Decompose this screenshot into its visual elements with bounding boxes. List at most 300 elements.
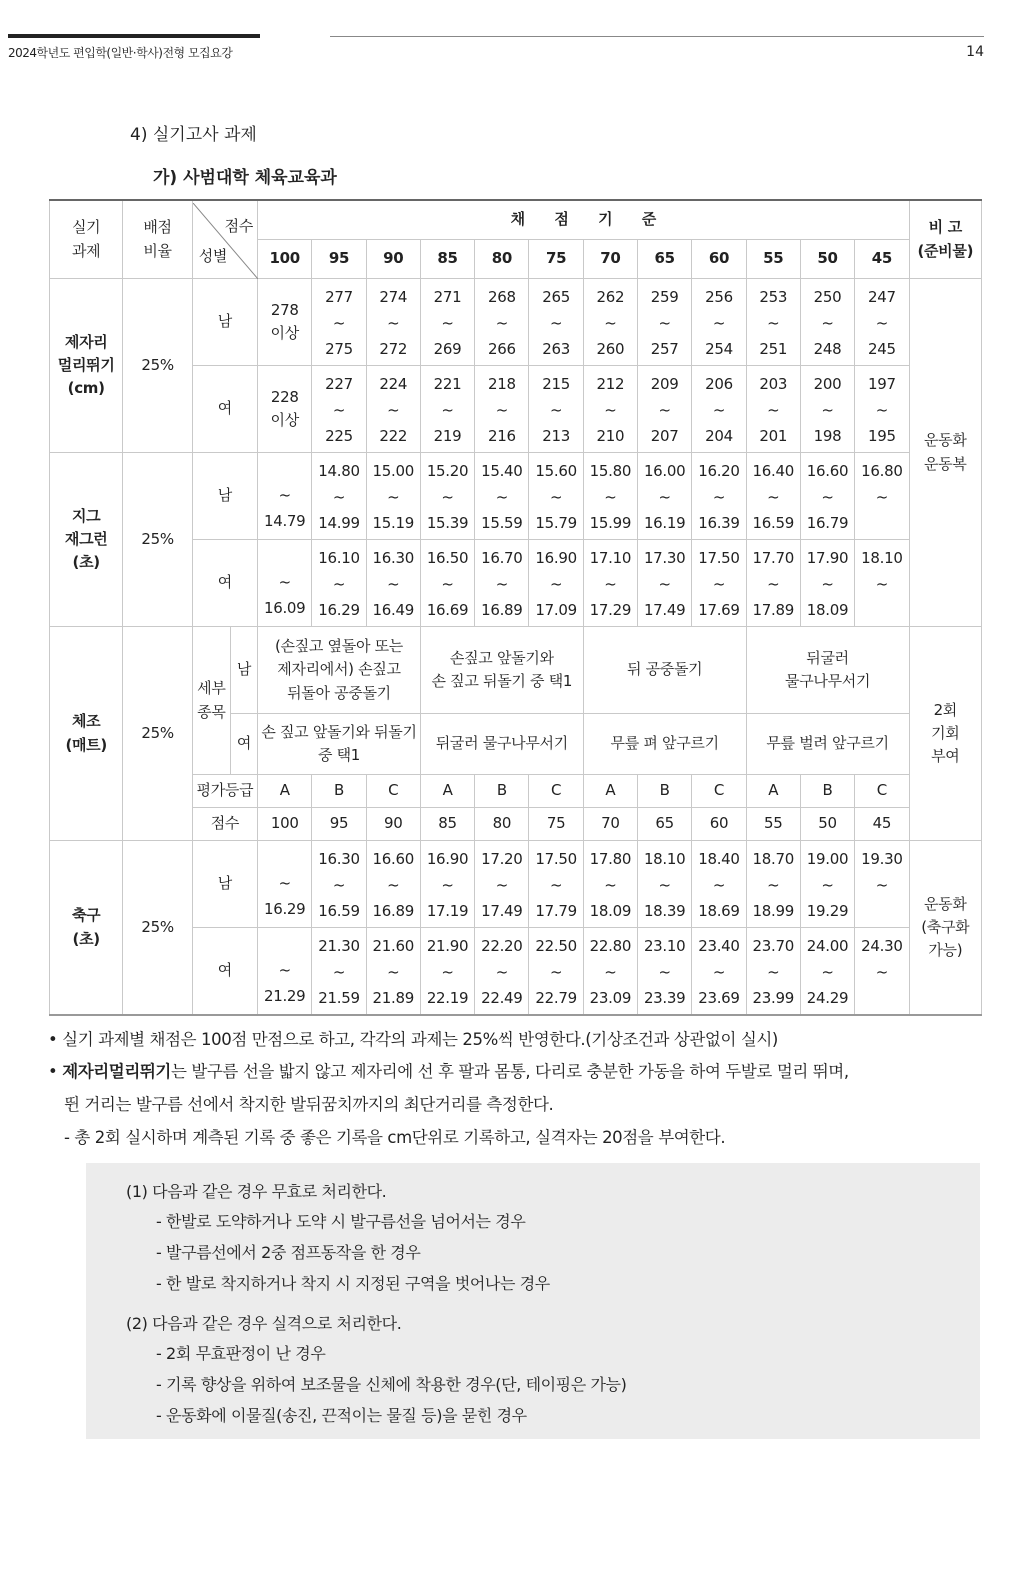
- range-part: 271: [433, 288, 462, 306]
- task-soccer-lines: [50, 904, 122, 951]
- range-part: 18.09: [589, 902, 632, 920]
- range-part: ~: [712, 575, 726, 593]
- range-part: ~: [712, 963, 726, 981]
- range-part: 213: [542, 427, 570, 445]
- col-note-line: 비 고: [928, 218, 962, 237]
- col-task-line: 실기: [71, 218, 101, 237]
- range-part: ~: [875, 575, 888, 593]
- range-cell: [312, 928, 366, 1016]
- gender-female: 여: [192, 366, 257, 453]
- range-part: 15.59: [481, 514, 523, 532]
- range-part: 17.69: [698, 601, 740, 619]
- score-cell: 85: [420, 808, 474, 841]
- range-value: [367, 282, 420, 362]
- range-part: [258, 458, 311, 482]
- range-part: 21.89: [372, 989, 414, 1007]
- grade-cell: B: [312, 775, 366, 808]
- range-value: [367, 369, 420, 449]
- range-cell: [855, 841, 909, 928]
- invalid-heading: (1) 다음과 같은 경우 무효로 처리한다.: [126, 1182, 387, 1201]
- range-value: [475, 369, 528, 449]
- range-part: 21.30: [318, 937, 360, 955]
- range-part: ~: [604, 575, 617, 593]
- task-gymnastics-line: 체조: [71, 712, 101, 731]
- gym-female-item: [420, 714, 583, 775]
- score-cell: 70: [583, 808, 637, 841]
- range-part: 16.90: [426, 850, 469, 868]
- range-value: [801, 543, 854, 623]
- range-part: 21.29: [263, 987, 306, 1005]
- range-part: 195: [867, 427, 896, 445]
- grade-cell: C: [855, 775, 909, 808]
- gym-male-item-lines: [584, 658, 746, 681]
- gym-male-item-line: 뒤 공중돌기: [626, 660, 703, 679]
- range-part: 22.19: [426, 989, 469, 1007]
- range-value: [367, 543, 420, 623]
- gender-male: 남: [192, 453, 257, 540]
- range-value: [638, 543, 691, 623]
- range-value: [529, 456, 582, 536]
- range-cell: [800, 453, 854, 540]
- range-part: 16.00: [643, 462, 686, 480]
- gender-female: 여: [192, 540, 257, 627]
- ratio-soccer: 25%: [123, 841, 192, 1016]
- grade-cell: C: [366, 775, 420, 808]
- ratio-long-jump: 25%: [123, 279, 192, 453]
- range-value: [529, 543, 582, 623]
- gym-female-item-lines: [421, 732, 583, 755]
- note-soccer: [909, 841, 981, 1016]
- range-part: 21.60: [372, 937, 414, 955]
- detail-label: [192, 627, 230, 775]
- task-soccer: [50, 841, 123, 1016]
- range-cell: [475, 928, 529, 1016]
- range-part: 265: [542, 288, 570, 306]
- gym-male-item-lines: [747, 647, 909, 694]
- range-cell: [258, 540, 312, 627]
- range-part: 269: [433, 340, 462, 358]
- range-value: [747, 282, 800, 362]
- range-value: [747, 543, 800, 623]
- gym-female-item-lines: [258, 721, 420, 768]
- range-part: 16.60: [372, 850, 414, 868]
- range-part: 221: [433, 375, 462, 393]
- range-part: 17.30: [643, 549, 686, 567]
- task-soccer-line: (초): [72, 929, 100, 948]
- range-part: ~: [712, 488, 726, 506]
- range-cell: [312, 841, 366, 928]
- range-part: 23.10: [643, 937, 686, 955]
- header-rule-thin: [330, 36, 984, 37]
- range-part: 259: [650, 288, 679, 306]
- range-part: 224: [379, 375, 408, 393]
- score-header: 100: [258, 240, 312, 279]
- task-soccer-line: 축구: [71, 906, 101, 925]
- range-value: [529, 369, 582, 449]
- score-cell: 50: [800, 808, 854, 841]
- range-part: 209: [650, 375, 679, 393]
- range-cell: [692, 279, 746, 366]
- range-part: 200: [813, 375, 842, 393]
- range-part: 17.89: [752, 601, 794, 619]
- range-part: 22.80: [589, 937, 632, 955]
- range-value: [692, 844, 745, 924]
- range-value: [801, 369, 854, 449]
- range-part: 275: [325, 340, 353, 358]
- range-part: 17.90: [806, 549, 849, 567]
- gym-female-item-line: 중 택1: [317, 746, 361, 764]
- range-part: 21.90: [426, 937, 469, 955]
- score-cell: 55: [746, 808, 800, 841]
- range-value: [747, 844, 800, 924]
- range-cell: [475, 540, 529, 627]
- gym-male-item-lines: [421, 647, 583, 694]
- range-value: [529, 282, 582, 362]
- gym-female-item: [258, 714, 421, 775]
- header-rule-thick: [8, 34, 260, 38]
- range-value: [855, 369, 908, 449]
- range-cell: [420, 928, 474, 1016]
- first-value-lines: [258, 386, 311, 433]
- range-part: 16.59: [752, 514, 794, 532]
- range-part: ~: [658, 488, 671, 506]
- grade-label: 평가등급: [192, 775, 257, 808]
- range-cell: [638, 540, 692, 627]
- range-value: [584, 931, 637, 1011]
- range-part: 16.20: [698, 462, 740, 480]
- score-header: 95: [312, 240, 366, 279]
- range-cell: [746, 279, 800, 366]
- range-part: 24.29: [806, 989, 849, 1007]
- range-part: 23.70: [752, 937, 794, 955]
- range-value: [367, 844, 420, 924]
- range-part: ~: [821, 401, 834, 419]
- gender-female: 여: [192, 928, 257, 1016]
- range-cell: [855, 279, 909, 366]
- grade-cell: A: [258, 775, 312, 808]
- range-value: [692, 543, 745, 623]
- range-cell: [638, 928, 692, 1016]
- range-cell: [366, 453, 420, 540]
- range-part: 15.79: [535, 514, 577, 532]
- range-part: ~: [875, 488, 888, 506]
- range-part: 16.59: [318, 902, 360, 920]
- range-part: ~: [767, 575, 780, 593]
- range-part: ~: [549, 963, 563, 981]
- gym-female-item-lines: [747, 732, 909, 755]
- range-cell: [258, 453, 312, 540]
- range-part: [855, 597, 908, 621]
- range-cell: [638, 453, 692, 540]
- gym-female-item-lines: [584, 732, 746, 755]
- scoring-table: [49, 199, 982, 1016]
- score-header: 65: [638, 240, 692, 279]
- range-part: 204: [705, 427, 733, 445]
- gym-female-item-line: 손 짚고 앞돌기와 뒤돌기: [261, 722, 417, 741]
- table-row: [50, 279, 982, 366]
- range-cell: [692, 841, 746, 928]
- range-value: [747, 456, 800, 536]
- gym-female-item-line: 무릎 펴 앞구르기: [610, 734, 719, 753]
- range-part: ~: [767, 401, 780, 419]
- range-part: 247: [867, 288, 896, 306]
- range-part: ~: [332, 876, 346, 894]
- note-bullet-1: • 실기 과제별 채점은 100점 만점으로 하고, 각각의 과제는 25%씩 반영한다.(기상조건과 상관없이 실시): [48, 1030, 778, 1049]
- range-cell: [420, 279, 474, 366]
- range-part: ~: [875, 963, 888, 981]
- range-value: [421, 369, 474, 449]
- range-part: ~: [332, 488, 346, 506]
- range-part: 212: [596, 375, 625, 393]
- task-long-jump-line: (cm): [67, 379, 105, 398]
- range-part: [258, 846, 311, 870]
- range-cell: [366, 279, 420, 366]
- range-part: ~: [387, 876, 400, 894]
- range-cell: [258, 928, 312, 1016]
- range-part: 198: [813, 427, 842, 445]
- gym-male-item-line: 물구나무서기: [785, 672, 871, 690]
- range-cell: [475, 453, 529, 540]
- header-score: 점수: [224, 216, 254, 235]
- task-long-jump-line: 멀리뛰기: [57, 355, 115, 374]
- range-part: 16.69: [426, 601, 469, 619]
- range-part: ~: [604, 488, 617, 506]
- range-part: ~: [712, 876, 726, 894]
- range-part: 277: [325, 288, 353, 306]
- col-ratio-line: 비율: [143, 241, 172, 260]
- header-title: 2024학년도 편입학(일반·학사)전형 모집요강: [8, 46, 233, 60]
- range-value: [692, 369, 745, 449]
- range-part: ~: [821, 876, 834, 894]
- grade-cell: B: [475, 775, 529, 808]
- range-cell: [420, 366, 474, 453]
- col-criteria: 채 점 기 준: [258, 200, 910, 240]
- range-part: 15.19: [372, 514, 414, 532]
- range-cell: [475, 366, 529, 453]
- first-value-line: 278: [270, 300, 299, 319]
- range-part: ~: [387, 401, 400, 419]
- range-part: ~: [767, 963, 780, 981]
- range-part: 15.20: [426, 462, 469, 480]
- range-part: ~: [658, 401, 671, 419]
- range-cell: [420, 453, 474, 540]
- first-value-line: 이상: [270, 411, 299, 429]
- range-part: 17.19: [426, 902, 469, 920]
- gym-male-item-lines: [258, 635, 420, 705]
- range-part: ~: [441, 575, 454, 593]
- range-value: [638, 456, 691, 536]
- range-part: [258, 545, 311, 569]
- score-cell: 95: [312, 808, 366, 841]
- range-cell: [746, 366, 800, 453]
- range-part: 15.40: [481, 462, 523, 480]
- score-cell: 45: [855, 808, 909, 841]
- range-part: 23.40: [698, 937, 740, 955]
- table-row: [50, 200, 982, 240]
- range-cell: [583, 366, 637, 453]
- note-soccer-line: 가능): [928, 941, 963, 960]
- range-part: ~: [875, 314, 888, 332]
- range-part: 274: [379, 288, 408, 306]
- range-part: 250: [813, 288, 842, 306]
- range-part: ~: [332, 963, 346, 981]
- note-dash-1: - 총 2회 실시하며 계측된 기록 중 좋은 기록을 cm단위로 기록하고, 실격자는 20점을 부여한다.: [64, 1128, 726, 1147]
- range-cell: [312, 540, 366, 627]
- range-part: 17.20: [481, 850, 523, 868]
- range-part: 17.49: [643, 601, 686, 619]
- range-part: 15.60: [535, 462, 577, 480]
- range-cell: [855, 453, 909, 540]
- score-cell: 100: [258, 808, 312, 841]
- range-cell: [312, 366, 366, 453]
- range-part: ~: [441, 401, 454, 419]
- range-part: 23.39: [643, 989, 686, 1007]
- diagonal-header: [193, 203, 257, 277]
- range-part: ~: [658, 575, 671, 593]
- range-value: [312, 543, 365, 623]
- range-value: [258, 456, 311, 536]
- range-part: 15.80: [589, 462, 632, 480]
- range-part: ~: [332, 314, 346, 332]
- note-bullet-2-bold: 제자리멀리뛰기: [62, 1062, 171, 1081]
- range-cell: [475, 279, 529, 366]
- range-part: ~: [767, 488, 780, 506]
- range-part: ~: [495, 488, 508, 506]
- range-part: ~: [658, 876, 671, 894]
- range-value: [529, 931, 582, 1011]
- range-value: [692, 456, 745, 536]
- range-value: [475, 543, 528, 623]
- grade-cell: A: [746, 775, 800, 808]
- table-row: [50, 841, 982, 928]
- range-part: ~: [495, 401, 508, 419]
- note-gymnastics-line: 2회: [933, 700, 957, 719]
- range-value: [421, 543, 474, 623]
- task-zigzag-line: (초): [72, 553, 100, 572]
- range-part: ~: [441, 488, 454, 506]
- range-part: ~: [712, 401, 726, 419]
- range-part: 218: [487, 375, 516, 393]
- first-value-line: 이상: [270, 324, 299, 342]
- range-cell: [692, 453, 746, 540]
- note-soccer-line: (축구화: [921, 917, 970, 936]
- note-bullet-2-line2: 뛴 거리는 발구름 선에서 착지한 발뒤꿈치까지의 최단거리를 측정한다.: [64, 1095, 554, 1114]
- range-part: 263: [542, 340, 570, 358]
- range-value: [855, 282, 908, 362]
- range-part: 206: [705, 375, 733, 393]
- score-cell: 75: [529, 808, 583, 841]
- range-part: 16.29: [263, 900, 306, 918]
- range-value: [584, 369, 637, 449]
- score-label: 점수: [192, 808, 257, 841]
- range-part: 16.89: [481, 601, 523, 619]
- first-value-lines: [258, 299, 311, 346]
- range-cell: [475, 841, 529, 928]
- col-ratio-line: 배점: [143, 218, 172, 237]
- range-part: ~: [875, 401, 888, 419]
- range-cell: [420, 540, 474, 627]
- rules-box: [86, 1163, 980, 1439]
- range-cell: [366, 841, 420, 928]
- col-ratio-lines: [123, 216, 191, 263]
- range-value: [638, 282, 691, 362]
- note-soccer-lines: [910, 893, 981, 963]
- range-part: 18.09: [806, 601, 849, 619]
- range-part: 16.29: [318, 601, 360, 619]
- range-part: 16.10: [318, 549, 360, 567]
- task-long-jump: [50, 279, 123, 453]
- section-title: 4) 실기고사 과제: [130, 125, 257, 145]
- range-value: [855, 931, 908, 1011]
- note-soccer-line: 운동화: [923, 894, 967, 913]
- grade-cell: B: [800, 775, 854, 808]
- range-part: ~: [712, 314, 726, 332]
- task-zigzag-line: 재그런: [64, 529, 108, 548]
- range-part: 197: [867, 375, 896, 393]
- range-cell: [583, 453, 637, 540]
- range-cell: [800, 928, 854, 1016]
- range-part: ~: [332, 575, 346, 593]
- gym-female-item-line: 무릎 벌려 앞구르기: [766, 734, 889, 753]
- task-gymnastics: [50, 627, 123, 841]
- range-part: ~: [821, 488, 834, 506]
- range-part: 24.30: [861, 937, 903, 955]
- range-value: [312, 282, 365, 362]
- range-cell: [312, 279, 366, 366]
- range-part: ~: [549, 401, 563, 419]
- range-value: [801, 456, 854, 536]
- range-value: [421, 844, 474, 924]
- range-value: [367, 456, 420, 536]
- score-header: 80: [475, 240, 529, 279]
- score-header: 75: [529, 240, 583, 279]
- range-value: [312, 456, 365, 536]
- range-part: 16.90: [535, 549, 577, 567]
- range-part: 16.19: [643, 514, 686, 532]
- note-gymnastics: [909, 627, 981, 841]
- col-note-line: (준비물): [917, 241, 974, 260]
- col-ratio: [123, 200, 192, 279]
- range-part: 16.30: [372, 549, 414, 567]
- gym-male-item: [583, 627, 746, 714]
- range-cell: [746, 540, 800, 627]
- range-cell: [529, 928, 583, 1016]
- diagonal-line: [193, 203, 258, 279]
- page-number: 14: [966, 44, 984, 60]
- note-common: [909, 279, 981, 627]
- range-value: [475, 844, 528, 924]
- range-part: 215: [542, 375, 570, 393]
- range-part: 253: [759, 288, 788, 306]
- range-part: ~: [549, 575, 563, 593]
- first-value: [258, 366, 312, 453]
- range-value: [421, 456, 474, 536]
- range-part: ~: [387, 488, 400, 506]
- range-part: 207: [650, 427, 679, 445]
- range-part: 17.70: [752, 549, 794, 567]
- range-part: 22.79: [535, 989, 577, 1007]
- task-zigzag-line: 지그: [71, 506, 101, 525]
- range-part: 16.89: [372, 902, 414, 920]
- range-part: 22.49: [481, 989, 523, 1007]
- range-part: ~: [495, 314, 508, 332]
- range-value: [747, 369, 800, 449]
- range-part: ~: [821, 575, 834, 593]
- range-value: [529, 844, 582, 924]
- grade-cell: A: [583, 775, 637, 808]
- gym-female-item: [746, 714, 909, 775]
- range-part: [258, 933, 311, 957]
